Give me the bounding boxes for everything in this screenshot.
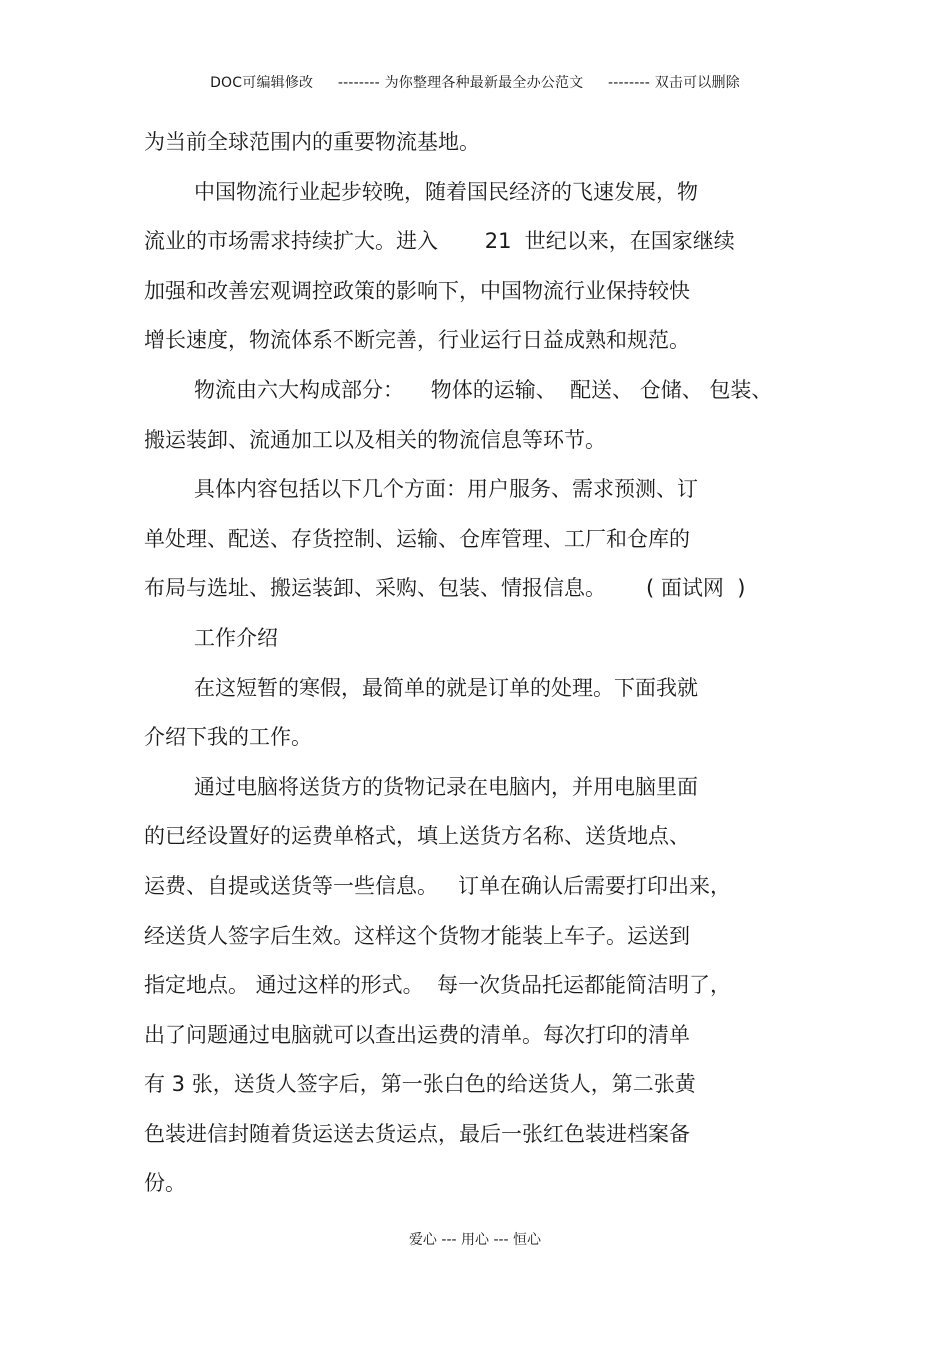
text-line: 经送货人签字后生效。这样这个货物才能装上车子。运送到 [144,923,690,948]
text-line: 工作介绍 [194,625,278,650]
text-line: 增长速度，物流体系不断完善，行业运行日益成熟和规范。 [144,328,690,353]
text-line: 为当前全球范围内的重要物流基地。 [144,130,480,154]
text-line: 色装进信封随着货运送去货运点，最后一张红色装进档案备 [144,1121,690,1146]
text-line: 搬运装卸、流通加工以及相关的物流信息等环节。 [144,427,606,452]
text-line: 指定地点。 通过这样的形式。 每一次货品托运都能简洁明了， [144,973,732,998]
text-line: 通过电脑将送货方的货物记录在电脑内，并用电脑里面 [194,774,698,799]
header-middle-text: -------- 为你整理各种最新最全办公范文 [337,75,584,91]
text-line: 物流由六大构成部分： 物体的运输、 配送、 仓储、 包装、 [194,377,773,402]
text-line: 流业的市场需求持续扩大。进入 21 世纪以来，在国家继续 [144,229,735,254]
text-line: 有 3 张，送货人签字后，第一张白色的给送货人，第二张黄 [144,1072,696,1097]
text-line: 在这短暂的寒假，最简单的就是订单的处理。下面我就 [194,675,698,700]
text-line: 的已经设置好的运费单格式，填上送货方名称、送货地点、 [144,824,690,849]
page-header [0,72,950,92]
page-footer: 爱心 --- 用心 --- 恒心 [408,1232,542,1248]
text-line: 运费、自提或送货等一些信息。 订单在确认后需要打印出来， [144,873,732,898]
text-line: 布局与选址、搬运装卸、采购、包装、情报信息。 ( 面试网 ) [144,576,746,601]
text-line: 具体内容包括以下几个方面：用户服务、需求预测、订 [194,477,698,502]
header-right-text: -------- 双击可以删除 [608,75,740,91]
text-line: 单处理、配送、存货控制、运输、仓库管理、工厂和仓库的 [144,526,690,551]
text-line: 份。 [144,1171,186,1196]
document-body [144,118,844,1209]
text-line: 出了问题通过电脑就可以查出运费的清单。每次打印的清单 [144,1022,690,1047]
header-left-text: DOC可编辑修改 [210,75,314,91]
text-line: 介绍下我的工作。 [144,725,312,750]
text-line: 中国物流行业起步较晚，随着国民经济的飞速发展，物 [194,179,698,204]
text-line: 加强和改善宏观调控政策的影响下，中国物流行业保持较快 [144,278,690,303]
